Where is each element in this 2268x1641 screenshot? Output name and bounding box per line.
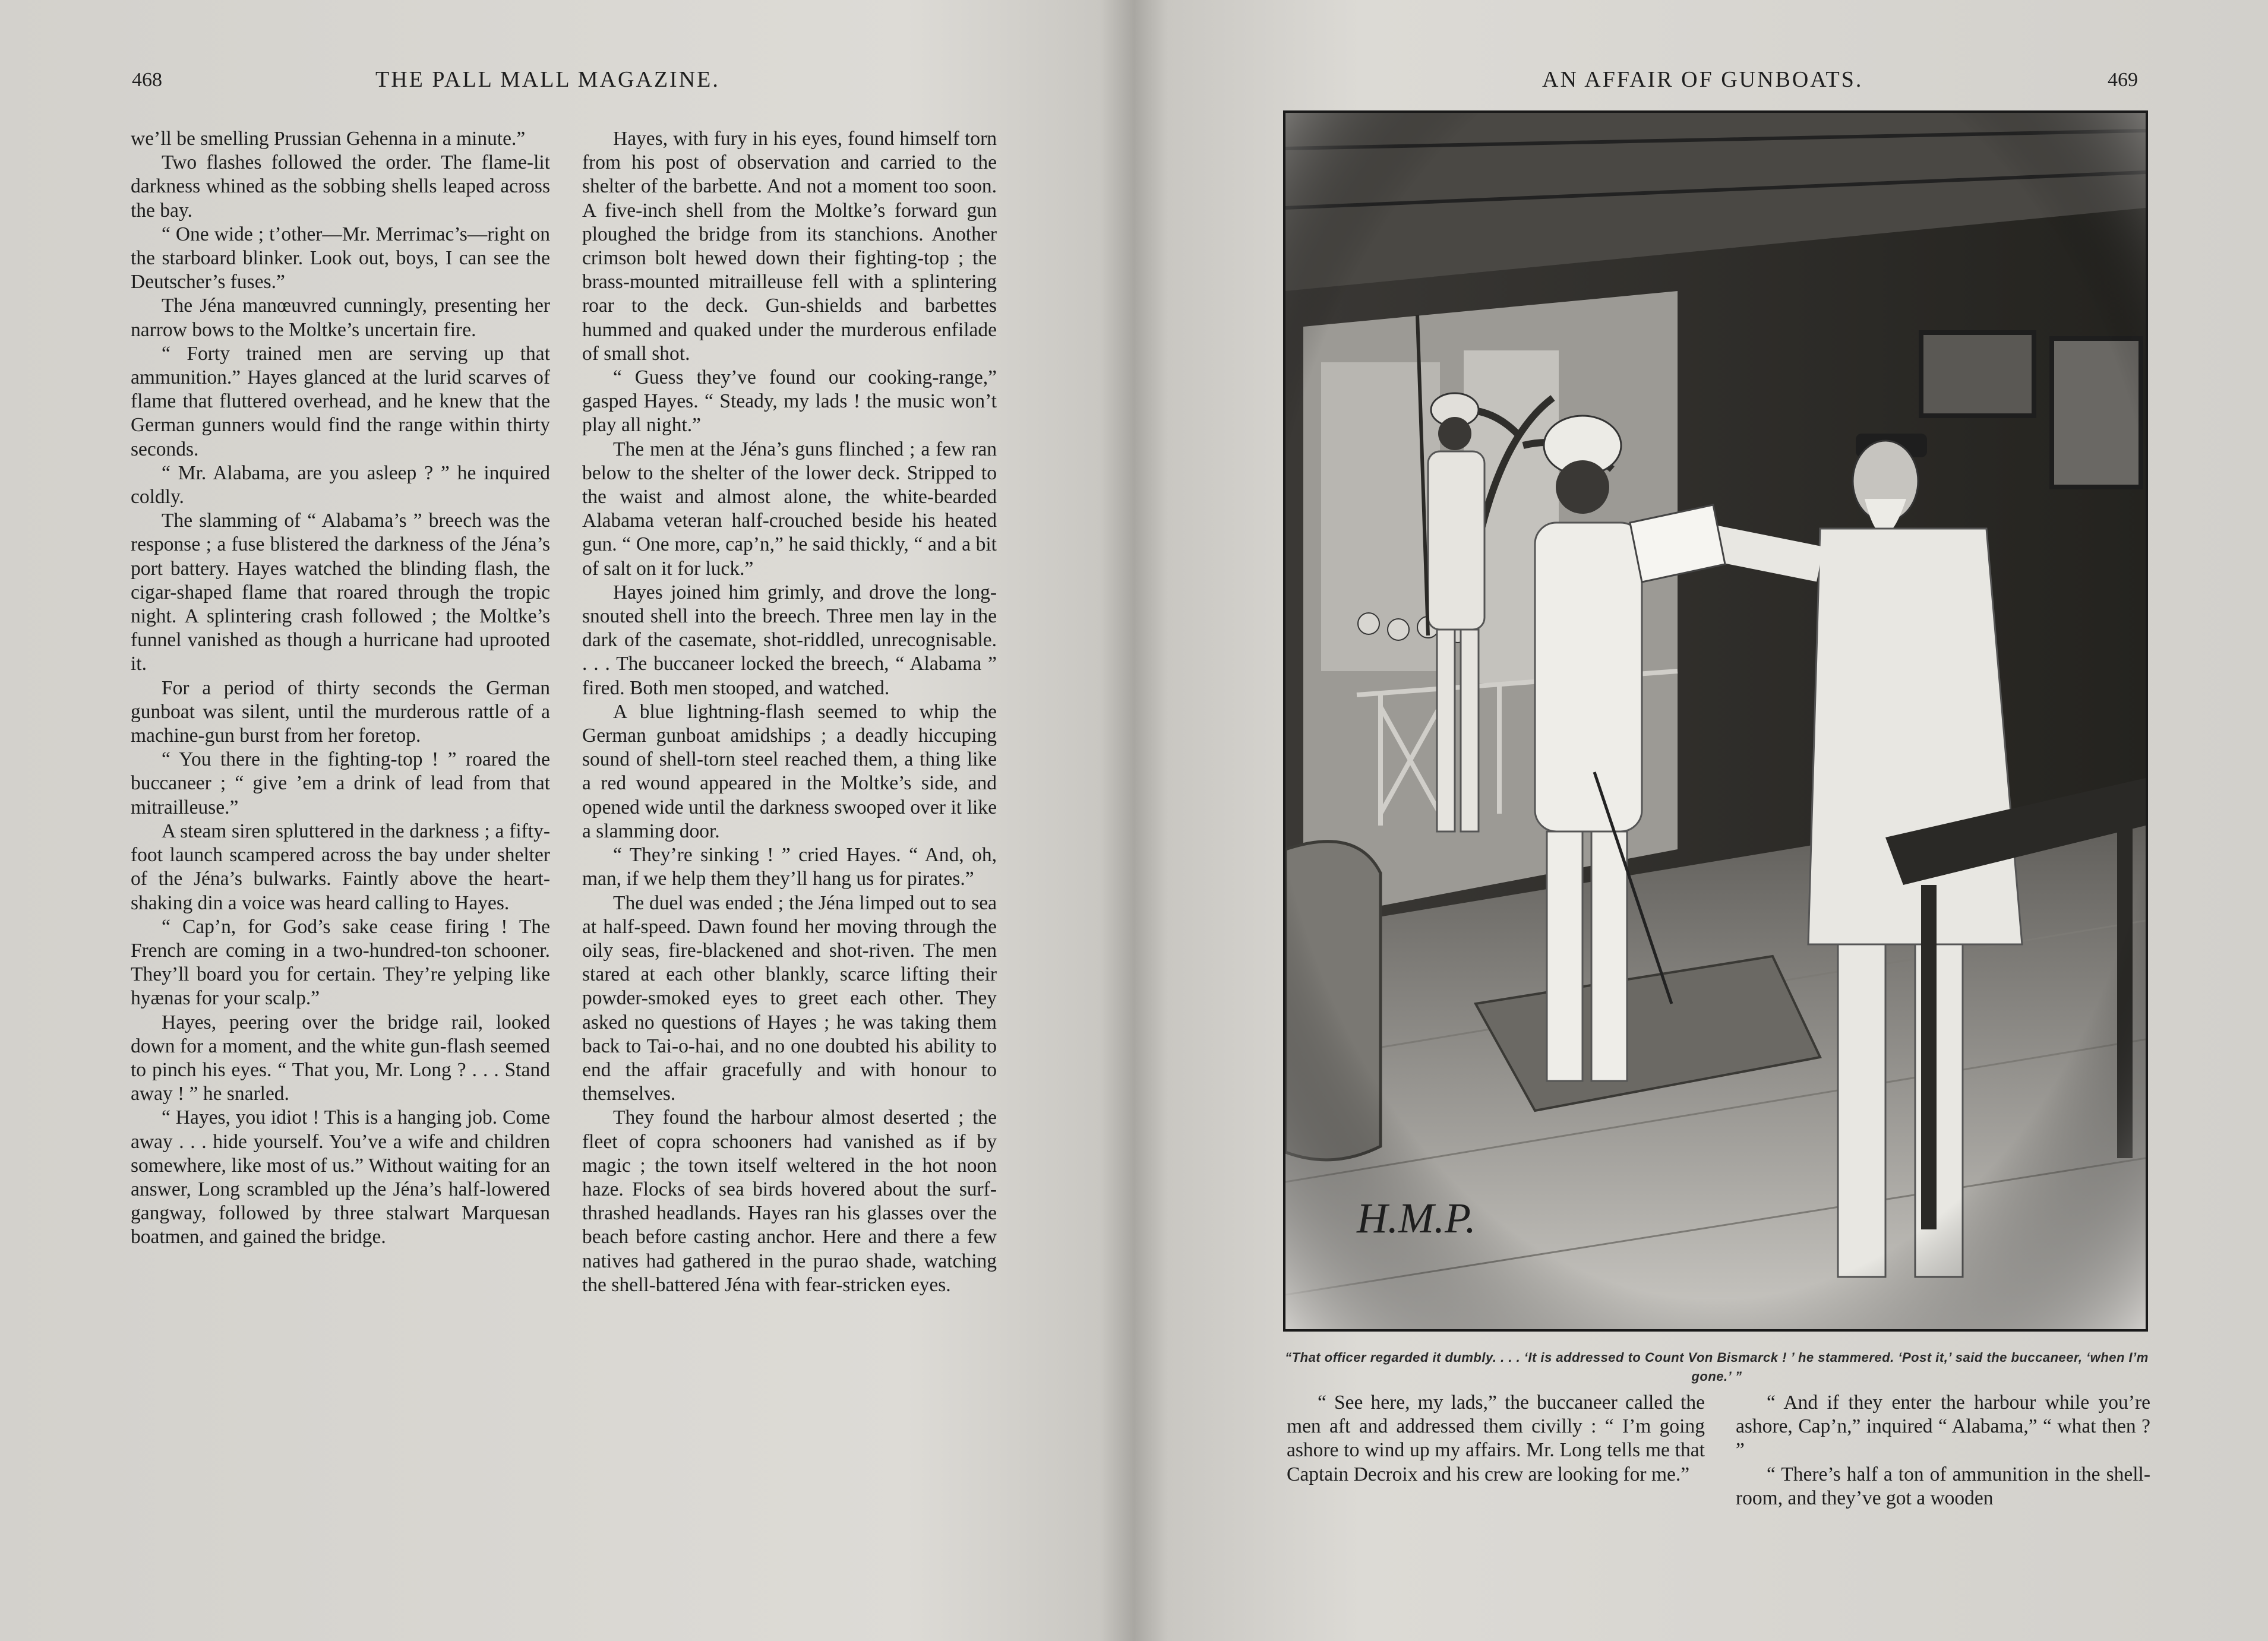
paragraph: “ Hayes, you idiot ! This is a hanging job. Come away . . . hide yourself. You’ve a wife and children somewhere, like most of us.” Without waiting for an answer, Long scrambled up the Jéna’s half-lowered gangway, followed by three stalwart Marquesan boatmen, and gained the bridge. <box>131 1106 550 1248</box>
paragraph: “ Mr. Alabama, are you asleep ? ” he inquired coldly. <box>131 461 550 508</box>
paragraph: “ Forty trained men are serving up that ammunition.” Hayes glanced at the lurid scarves of flame that fluttered overhead, and he knew that the German gunners would find the range within thirty seconds. <box>131 342 550 460</box>
paragraph: The men at the Jéna’s guns flinched ; a few ran below to the shelter of the lower deck. Stripped to the waist and almost alone, the white-bearded Alabama veteran half-crouched beside his heated gun. “ One more, cap’n,” he said thickly, “ and a bit of salt on it for luck.” <box>582 438 997 580</box>
paragraph: “ Cap’n, for God’s sake cease firing ! The French are coming in a two-hundred-ton schooner. They’ll board you for certain. They’re yelping like hyænas for your scalp.” <box>131 915 550 1010</box>
paragraph: The duel was ended ; the Jéna limped out to sea at half-speed. Dawn found her moving through the oily seas, fire-blackened and shot-riven. The men stared at each other blankly, scarce lifting their powder-smoked eyes to greet each other. They asked no questions of Hayes ; he was taking them back to Tai-o-hai, and no one doubted his ability to end the affair gracefully and with honour to themselves. <box>582 891 997 1105</box>
page-number-left: 468 <box>132 69 162 91</box>
illustration-caption: “That officer regarded it dumbly. . . . ‘It is addressed to Count Von Bismarck ! ’ he stammered. ‘Post it,’ said the buccaneer, ‘when I’m gone.’ ” <box>1285 1350 2149 1384</box>
paragraph: A steam siren spluttered in the darkness ; a fifty-foot launch scampered across the bay under shelter of the Jéna’s bulwarks. Faintly above the heart-shaking din a voice was heard calling to Hayes. <box>131 820 550 914</box>
paragraph: A blue lightning-flash seemed to whip the German gunboat amidships ; a deadly hiccuping sound of shell-torn steel reached them, a thing like a red wound appeared in the Moltke’s side, and opened wide until the darkness swooped over it like a slamming door. <box>582 700 997 842</box>
paragraph: The Jéna manœuvred cunningly, presenting her narrow bows to the Moltke’s uncertain fire. <box>131 295 550 341</box>
paragraph: “ See here, my lads,” the buccaneer called the men aft and addressed them civilly : “ I’m going ashore to wind up my affairs. Mr. Long tells me that Captain Decroix and his crew are looking for me.” <box>1287 1392 1705 1485</box>
page-number-right: 469 <box>2108 69 2138 91</box>
paragraph: They found the harbour almost deserted ; the fleet of copra schooners had vanished as if by magic ; the town itself weltered in the hot noon haze. Flocks of sea birds hovered about the surf-thrashed headlands. Hayes ran his glasses over the beach before casting anchor. Here and there a few natives had gathered in the purao shade, watching the shell-battered Jéna with fear-stricken eyes. <box>582 1106 997 1296</box>
illustration-plate <box>1283 110 2148 1332</box>
illustration-drawing <box>1285 113 2146 1329</box>
left-column-1 <box>131 127 550 1250</box>
left-page <box>0 0 1129 1641</box>
artist-signature: H.M.P. <box>1357 1194 1476 1242</box>
paragraph: The slamming of “ Alabama’s ” breech was the response ; a fuse blistered the darkness of the Jéna’s port battery. Hayes watched the blinding flash, the cigar-shaped flame that roared through the tropic night. A splintering crash followed ; the Moltke’s funnel vanished as though a hurricane had uprooted it. <box>131 510 550 675</box>
paragraph: “ One wide ; t’other—Mr. Merrimac’s—right on the starboard blinker. Look out, boys, I can see the Deutscher’s fuses.” <box>131 223 550 293</box>
paragraph: Hayes, with fury in his eyes, found himself torn from his post of observation and carried to the shelter of the barbette. And not a moment too soon. A five-inch shell from the Moltke’s forward gun ploughed the bridge from its stanchions. Another crimson bolt hewed down their fighting-top ; the brass-mounted mitrailleuse fell with a splintering roar to the deck. Gun-shields and barbettes hummed and quaked under the murderous enfilade of small shot. <box>582 128 997 365</box>
running-head-right: AN AFFAIR OF GUNBOATS. <box>1542 67 1863 92</box>
paragraph: Hayes, peering over the bridge rail, looked down for a moment, and the white gun-flash seemed to pinch his eyes. “ That you, Mr. Long ? . . . Stand away ! ” he snarled. <box>131 1011 550 1105</box>
paragraph: “ You there in the fighting-top ! ” roared the buccaneer ; “ give ’em a drink of lead from that mitrailleuse.” <box>131 748 550 818</box>
right-column-2 <box>1736 1391 2150 1510</box>
paragraph: “ They’re sinking ! ” cried Hayes. “ And, oh, man, if we help them they’ll hang us for pirates.” <box>582 844 997 890</box>
paragraph: “ And if they enter the harbour while you’re ashore, Cap’n,” inquired “ Alabama,” “ what then ? ” <box>1736 1392 2150 1462</box>
paragraph: For a period of thirty seconds the German gunboat was silent, until the murderous rattle of a machine-gun burst from her foretop. <box>131 676 550 747</box>
paragraph: “ There’s half a ton of ammunition in the shell-room, and they’ve got a wooden <box>1736 1463 2150 1509</box>
paragraph: “ Guess they’ve found our cooking-range,” gasped Hayes. “ Steady, my lads ! the music won’t play all night.” <box>582 366 997 437</box>
paragraph: Hayes joined him grimly, and drove the long-snouted shell into the breech. Three men lay in the dark of the casemate, shot-riddled, unrecognisable. . . . The buccaneer locked the breech, “ Alabama ” fired. Both men stooped, and watched. <box>582 581 997 699</box>
left-column-2 <box>582 127 997 1297</box>
running-head-left: THE PALL MALL MAGAZINE. <box>375 67 720 92</box>
paragraph: Two flashes followed the order. The flame-lit darkness whined as the sobbing shells leaped across the bay. <box>131 151 550 222</box>
paragraph: we’ll be smelling Prussian Gehenna in a minute.” <box>131 128 526 150</box>
right-column-1 <box>1287 1391 1705 1487</box>
